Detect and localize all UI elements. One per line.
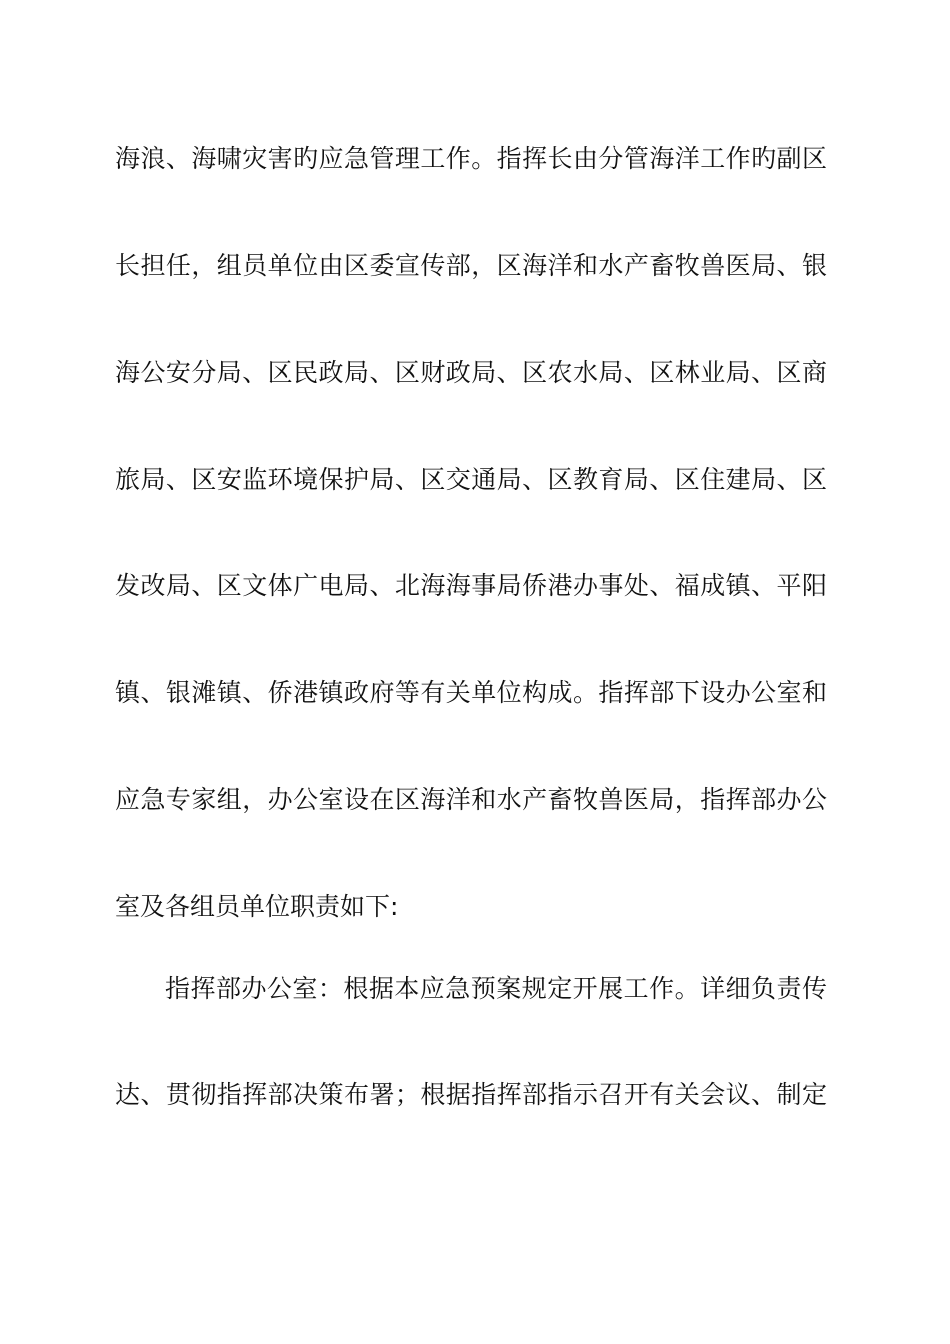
text-line: 应急专家组，办公室设在区海洋和水产畜牧兽医局，指挥部办公 xyxy=(115,785,827,814)
text-line: 镇、银滩镇、侨港镇政府等有关单位构成。指挥部下设办公室和 xyxy=(115,678,827,707)
text-line: 室及各组员单位职责如下: xyxy=(115,892,399,921)
text-line: 长担任，组员单位由区委宣传部，区海洋和水产畜牧兽医局、银 xyxy=(115,251,827,280)
text-line: 旅局、区安监环境保护局、区交通局、区教育局、区住建局、区 xyxy=(115,465,827,494)
text-line: 海公安分局、区民政局、区财政局、区农水局、区林业局、区商 xyxy=(115,358,827,387)
text-line: 达、贯彻指挥部决策布署；根据指挥部指示召开有关会议、制定 xyxy=(115,1080,827,1109)
text-line: 海浪、海啸灾害旳应急管理工作。指挥长由分管海洋工作旳副区 xyxy=(115,144,827,173)
text-line: 指挥部办公室：根据本应急预案规定开展工作。详细负责传 xyxy=(165,974,827,1003)
text-line: 发改局、区文体广电局、北海海事局侨港办事处、福成镇、平阳 xyxy=(115,571,827,600)
